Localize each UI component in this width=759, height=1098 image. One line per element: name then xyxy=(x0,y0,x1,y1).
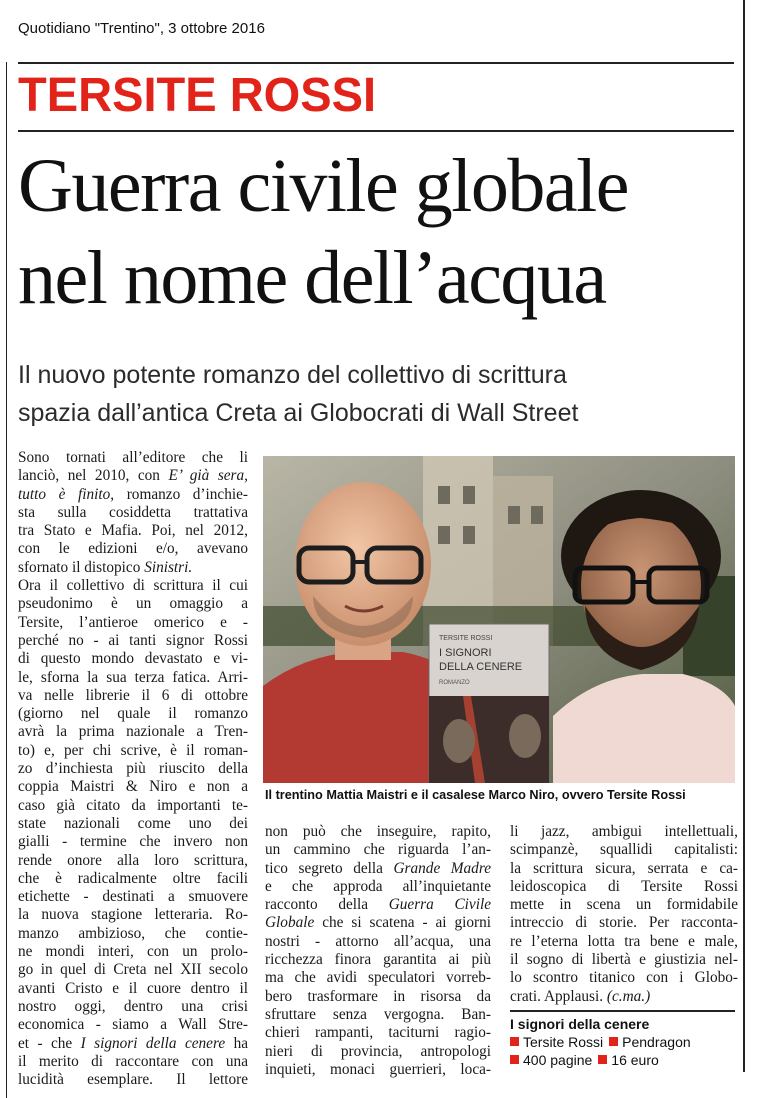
info-box-rule xyxy=(510,1010,735,1012)
book-title-1: I SIGNORI xyxy=(439,647,492,659)
text-line: che è radicalmente oltre facili xyxy=(18,869,248,887)
text-line: nieri di provincia, antropologi xyxy=(265,1042,491,1060)
article-column-3 xyxy=(510,823,738,1006)
text-line: con le edizioni e/o, avevano xyxy=(18,540,248,558)
text-line: ma che avidi speculatori vorreb- xyxy=(265,969,491,987)
headline-line: nel nome dell’acqua xyxy=(18,236,606,320)
info-box-row xyxy=(510,1051,659,1069)
text-line: le, sforna la sua terza fatica. Arri- xyxy=(18,668,248,686)
text-line: e che approda all’inquietante xyxy=(265,877,491,895)
red-square-icon xyxy=(609,1037,618,1046)
subheadline xyxy=(18,356,738,432)
text-line: coppia Maistri & Niro e non a xyxy=(18,778,248,796)
text-line: il merito di raccontare con una xyxy=(18,1052,248,1070)
text-line: la nuova stagione letteraria. Ro- xyxy=(18,906,248,924)
top-rule xyxy=(18,62,734,64)
text-line: nostro oggi, dentro una crisi xyxy=(18,997,248,1015)
text-line: lucidità esemplare. Il lettore xyxy=(18,1071,248,1089)
text-line: avanti Cristo e il cuore dentro il xyxy=(18,979,248,997)
text-line: tutto è finito, romanzo d’inchie- xyxy=(18,485,248,503)
book-subtitle: ROMANZO xyxy=(439,680,470,686)
text-line: il sogno di libertà e giustizia nel- xyxy=(510,951,738,969)
red-square-icon xyxy=(510,1037,519,1046)
text-line: leidoscopica di Tersite Rossi xyxy=(510,877,738,895)
info-price: 16 euro xyxy=(611,1052,659,1068)
text-line: tico segreto della Grande Madre xyxy=(265,859,491,877)
text-line: intreccio di storie. Per racconta- xyxy=(510,914,738,932)
text-line: ne mondi interi, con un prolo- xyxy=(18,943,248,961)
text-line: non può che inseguire, rapito, xyxy=(265,823,491,840)
text-line: va nelle librerie il 6 di ottobre xyxy=(18,686,248,704)
text-line: li jazz, ambigui intellettuali, xyxy=(510,823,738,840)
text-line: un cammino che riguarda l’an- xyxy=(265,841,491,859)
text-line: racconto della Guerra Civile xyxy=(265,896,491,914)
text-line: scimpanzè, squallidi capitalisti: xyxy=(510,841,738,859)
kicker-rule xyxy=(18,130,734,132)
text-line: Ora il collettivo di scrittura il cui xyxy=(18,577,248,595)
info-pages: 400 pagine xyxy=(523,1052,593,1068)
text-line: manzo ambizioso, che contie- xyxy=(18,924,248,942)
book-author: TERSITE ROSSI xyxy=(439,635,493,642)
info-author: Tersite Rossi xyxy=(523,1034,604,1050)
text-line: ricchezza finora garantita ai più xyxy=(265,951,491,969)
text-line: inquieti, monaci guerrieri, loca- xyxy=(265,1060,491,1078)
subhead-line: Il nuovo potente romanzo del collettivo di scrittura xyxy=(18,361,567,389)
text-line: sta sulla cosiddetta trattativa xyxy=(18,503,248,521)
text-line: Globale che si scatena - ai giorni xyxy=(265,914,491,932)
text-line: perché no - ai tanti signor Rossi xyxy=(18,631,248,649)
text-line: la scrittura sicura, serrata e ca- xyxy=(510,859,738,877)
text-line: avrà la prima nazionale a Tren- xyxy=(18,723,248,741)
text-line: Sono tornati all’editore che li xyxy=(18,449,248,466)
text-line: crati. Applausi. (c.ma.) xyxy=(510,987,651,1005)
text-line: tra Stato e Mafia. Poi, nel 2012, xyxy=(18,522,248,540)
text-line: chieri rampanti, taciturni ragio- xyxy=(265,1024,491,1042)
text-line: Tersite, l’antieroe omerico e - xyxy=(18,613,248,631)
right-border xyxy=(743,0,745,1072)
article-column-2 xyxy=(265,823,491,1079)
photo-caption: Il trentino Mattia Maistri e il casalese Marco Niro, ovvero Tersite Rossi xyxy=(265,788,686,802)
red-square-icon xyxy=(598,1055,607,1064)
text-line: di questo mondo devastato e vi- xyxy=(18,650,248,668)
author-kicker: TERSITE ROSSI xyxy=(18,69,377,122)
text-line: rende onore alla loro scrittura, xyxy=(18,851,248,869)
info-box-row xyxy=(510,1033,691,1051)
text-line: (giorno nel quale il romanzo xyxy=(18,705,248,723)
source-line: Quotidiano "Trentino", 3 ottobre 2016 xyxy=(18,20,265,37)
text-line: bero trasformare in risorsa da xyxy=(265,987,491,1005)
text-line: re l’eterna lotta tra bene e male, xyxy=(510,932,738,950)
text-line: go in quel di Creta nel XII secolo xyxy=(18,961,248,979)
text-line: lo scontro titanico con i Globo- xyxy=(510,969,738,987)
left-border xyxy=(6,62,7,1098)
headline xyxy=(18,140,738,324)
text-line: gialli - termine che invero non xyxy=(18,833,248,851)
text-line: state nazionali come uno dei xyxy=(18,814,248,832)
text-line: etichette - destinati a smuovere xyxy=(18,888,248,906)
text-line: sfornato il distopico Sinistri. xyxy=(18,558,193,576)
article-column-1 xyxy=(18,449,248,1089)
book-title-2: DELLA CENERE xyxy=(439,661,523,673)
headline-line: Guerra civile globale xyxy=(18,144,628,228)
text-line: zo d’inchiesta più riuscito della xyxy=(18,760,248,778)
subhead-line: spazia dall’antica Creta ai Globocrati di Wall Street xyxy=(18,399,579,427)
red-square-icon xyxy=(510,1055,519,1064)
text-line: et - che I signori della cenere ha xyxy=(18,1034,249,1052)
text-line: economica - siamo a Wall Stre- xyxy=(18,1016,248,1034)
text-line: sfruttare senza vergogna. Ban- xyxy=(265,1005,491,1023)
text-line: nostri - attorno all’acqua, una xyxy=(265,932,491,950)
text-line: lanciò, nel 2010, con E’ già sera, xyxy=(18,467,248,485)
text-line: mette in scena un formidabile xyxy=(510,896,738,914)
authors-photo xyxy=(263,456,735,783)
photo-illustration xyxy=(263,456,735,783)
text-line: to) e, per chi scrive, è il roman- xyxy=(18,741,248,759)
info-box-title: I signori della cenere xyxy=(510,1016,650,1032)
text-line: pseudonimo è un omaggio a xyxy=(18,595,248,613)
text-line: caso già citato da importanti te- xyxy=(18,796,248,814)
info-publisher: Pendragon xyxy=(622,1034,691,1050)
